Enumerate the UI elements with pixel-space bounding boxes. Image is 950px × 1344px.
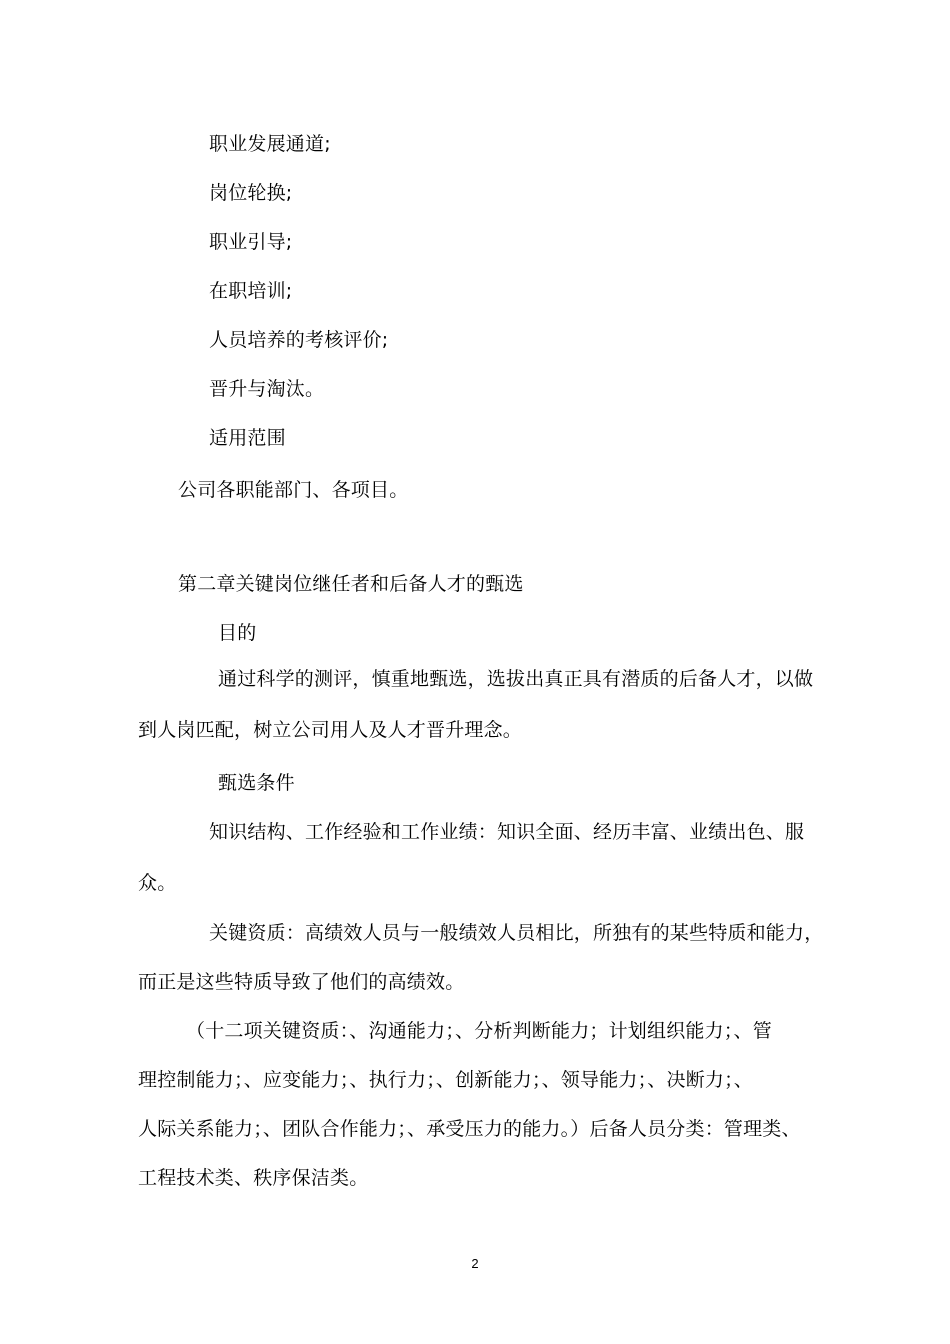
- list-item-job-rotation: 岗位轮换;: [209, 182, 293, 204]
- knowledge-text-line-1: 知识结构、工作经验和工作业绩：知识全面、经历丰富、业绩出色、服: [209, 821, 805, 843]
- purpose-heading: 目的: [218, 622, 257, 644]
- purpose-text-line-1: 通过科学的测评，慎重地甄选，选拔出真正具有潜质的后备人才，以做: [218, 668, 814, 690]
- qualities-text-line-1: 关键资质：高绩效人员与一般绩效人员相比，所独有的某些特质和能力，: [209, 922, 824, 944]
- page-number: 2: [471, 1256, 479, 1271]
- twelve-qualities-line-4: 工程技术类、秩序保洁类。: [138, 1167, 369, 1189]
- twelve-qualities-line-3: 人际关系能力；、团队合作能力；、承受压力的能力。）后备人员分类：管理类、: [138, 1118, 801, 1140]
- conditions-heading: 甄选条件: [218, 772, 295, 794]
- chapter-title: 第二章关键岗位继任者和后备人才的甄选: [178, 573, 524, 595]
- scope-heading: 适用范围: [209, 427, 286, 449]
- list-item-assessment: 人员培养的考核评价;: [209, 329, 389, 351]
- twelve-qualities-line-1: （十二项关键资质：、沟通能力；、分析判断能力；计划组织能力；、管: [186, 1020, 772, 1042]
- purpose-text-line-2: 到人岗匹配，树立公司用人及人才晋升理念。: [138, 719, 523, 741]
- list-item-promotion: 晋升与淘汰。: [209, 378, 325, 400]
- qualities-text-line-2: 而正是这些特质导致了他们的高绩效。: [138, 971, 465, 993]
- list-item-on-job-training: 在职培训;: [209, 280, 293, 302]
- list-item-career-path: 职业发展通道;: [209, 133, 331, 155]
- list-item-career-guidance: 职业引导;: [209, 231, 293, 253]
- knowledge-text-line-2: 众。: [138, 872, 177, 894]
- twelve-qualities-line-2: 理控制能力；、应变能力；、执行力；、创新能力；、领导能力；、决断力；、: [138, 1069, 754, 1091]
- scope-text: 公司各职能部门、各项目。: [178, 479, 409, 501]
